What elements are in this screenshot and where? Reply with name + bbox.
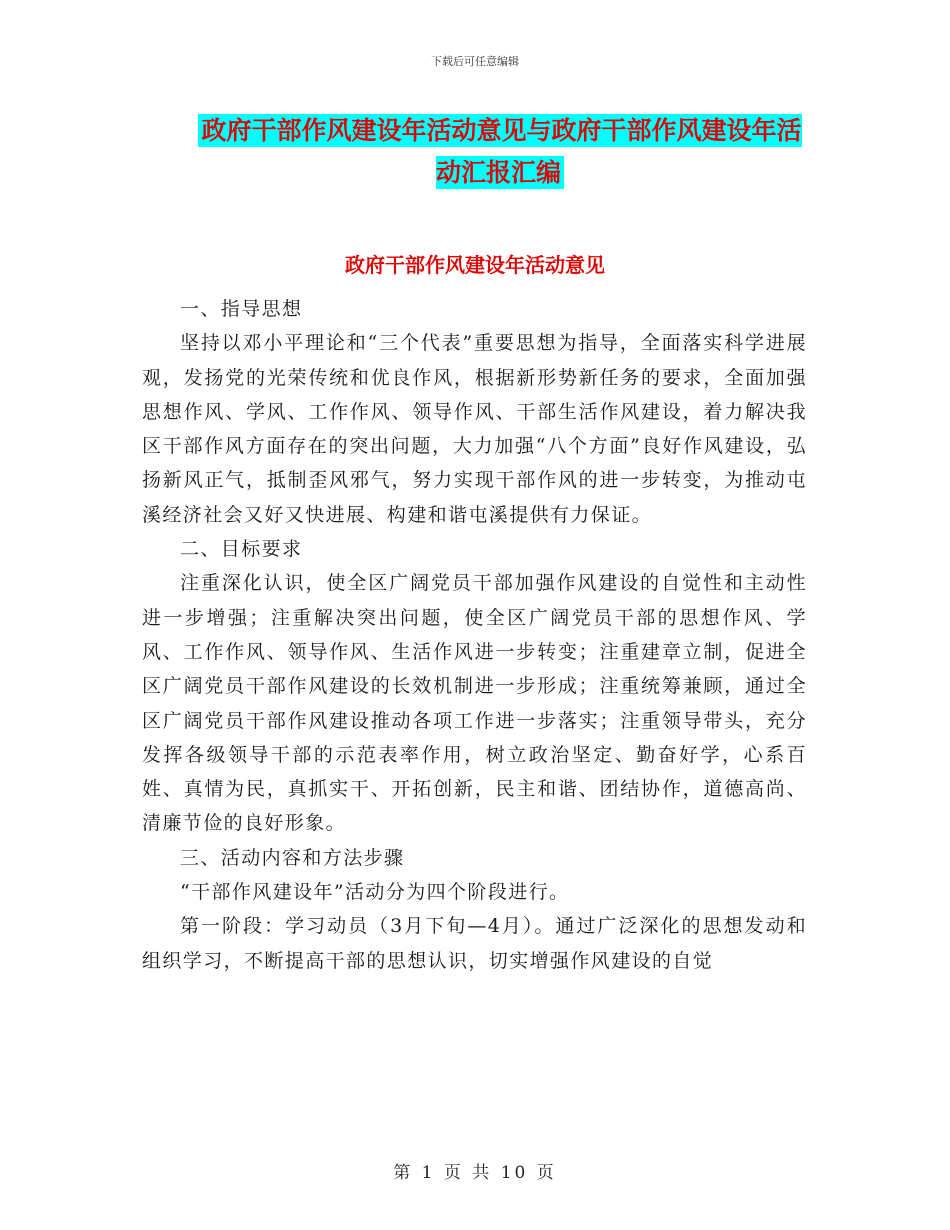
paragraph-guiding-ideology: 坚持以邓小平理论和“三个代表”重要思想为指导，全面落实科学进展观，发扬党的光荣传统和优良作风，根据新形势新任务的要求，全面加强思想作风、学风、工作作风、领导作风、干部生活作风建设，着力解决我区干部作风方面存在的突出问题，大力加强“八个方面”良好作风建设，弘扬新风正气，抵制歪风邪气，努力实现干部作风的进一步转变，为推动屯溪经济社会又好又快进展、构建和谐屯溪提供有力保证。 xyxy=(142,332,807,526)
section-title: 政府干部作风建设年活动意见 xyxy=(345,253,605,277)
heading-goals: 二、目标要求 xyxy=(180,538,303,561)
page-number: 第 1 页 共 10 页 xyxy=(393,1163,557,1183)
header-note: 下载后可任意编辑 xyxy=(431,55,519,68)
heading-activity-content: 三、活动内容和方法步骤 xyxy=(180,846,405,869)
heading-guiding-ideology: 一、指导思想 xyxy=(180,298,303,320)
paragraph-stages: “干部作风建设年”活动分为四个阶段进行。 xyxy=(180,881,570,904)
document-title xyxy=(190,110,810,194)
paragraph-goals: 注重深化认识，使全区广阔党员干部加强作风建设的自觉性和主动性进一步增强；注重解决突出问题，使全区广阔党员干部的思想作风、学风、工作作风、领导作风、生活作风进一步转变；注重建章立制，促进全区广阔党员干部作风建设的长效机制进一步形成；注重统筹兼顾，通过全区广阔党员干部作风建设推动各项工作进一步落实；注重领导带头，充分发挥各级领导干部的示范表率作用，树立政治坚定、勤奋好学，心系百姓、真情为民，真抓实干、开拓创新，民主和谐、团结协作，道德高尚、清廉节俭的良好形象。 xyxy=(142,572,807,835)
document-title-text: 政府干部作风建设年活动意见与政府干部作风建设年活动汇报汇编 xyxy=(198,114,801,189)
paragraph-stage-one: 第一阶段：学习动员（3月下旬—4月）。通过广泛深化的思想发动和组织学习，不断提高干部的思想认识，切实增强作风建设的自觉 xyxy=(142,915,807,972)
document-body xyxy=(142,292,807,978)
